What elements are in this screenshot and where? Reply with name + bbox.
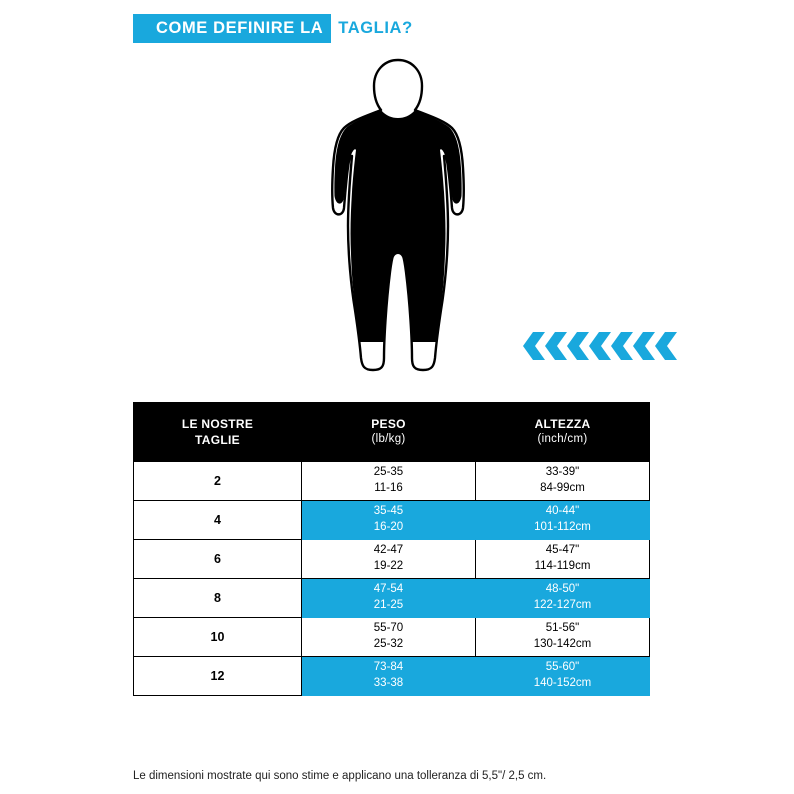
header-sizes-line2: TAGLIE: [195, 433, 240, 447]
header-height: [476, 403, 650, 462]
cell-size: 12: [134, 657, 302, 696]
cell-height-in: 51-56": [545, 622, 580, 635]
cell-weight: [302, 657, 476, 696]
cell-weight: [302, 540, 476, 579]
cell-weight-kg: 19-22: [373, 560, 404, 572]
cell-weight-lb: 55-70: [373, 622, 404, 635]
page-title: [133, 14, 413, 43]
cell-size: 4: [134, 501, 302, 540]
footnote-text: Le dimensioni mostrate qui sono stime e applicano una tolleranza di 5,5"/ 2,5 cm.: [133, 770, 547, 782]
size-chart-table: [133, 402, 650, 696]
cell-height-cm: 130-142cm: [533, 638, 592, 650]
cell-size: 10: [134, 618, 302, 657]
cell-weight: [302, 462, 476, 501]
cell-weight-kg: 11-16: [374, 482, 403, 494]
table-header-row: [134, 403, 650, 462]
header-height-line1: ALTEZZA: [534, 417, 591, 432]
header-weight-line1: PESO: [371, 417, 406, 432]
header-sizes-line1: LE NOSTRE: [181, 416, 254, 431]
cell-weight: [302, 501, 476, 540]
cell-height: [476, 657, 650, 696]
cell-height: [476, 618, 650, 657]
cell-height-in: 48-50": [545, 583, 580, 596]
header-height-units: (inch/cm): [537, 433, 588, 446]
cell-height-cm: 114-119cm: [534, 560, 591, 572]
cell-weight-kg: 25-32: [373, 638, 404, 650]
cell-height: [476, 540, 650, 579]
cell-height: [476, 579, 650, 618]
table-row: [134, 462, 650, 501]
header-sizes: [134, 403, 302, 462]
cell-weight-kg: 33-38: [373, 677, 404, 689]
page-title-highlight: COME DEFINIRE LA: [133, 14, 331, 43]
cell-weight-kg: 16-20: [373, 521, 404, 533]
cell-weight-lb: 42-47: [373, 544, 404, 557]
cell-height-cm: 122-127cm: [533, 599, 592, 611]
table-row: [134, 540, 650, 579]
cell-size: 8: [134, 579, 302, 618]
cell-weight-lb: 25-35: [373, 466, 404, 479]
cell-weight-lb: 35-45: [373, 505, 404, 518]
cell-weight-lb: 73-84: [373, 661, 404, 674]
header-weight-units: (lb/kg): [371, 433, 406, 446]
table-row: [134, 501, 650, 540]
child-body-silhouette-icon: [318, 58, 478, 378]
cell-height-cm: 140-152cm: [533, 677, 592, 689]
page-title-rest: TAGLIA?: [338, 19, 413, 37]
cell-height-in: 40-44": [545, 505, 580, 518]
cell-height-in: 45-47": [545, 544, 580, 557]
cell-height-cm: 84-99cm: [540, 482, 585, 494]
table-row: [134, 657, 650, 696]
cell-height: [476, 501, 650, 540]
header-weight: [302, 403, 476, 462]
cell-height-cm: 101-112cm: [534, 521, 591, 533]
cell-height-in: 33-39": [545, 466, 580, 479]
table-row: [134, 579, 650, 618]
cell-weight: [302, 579, 476, 618]
cell-size: 6: [134, 540, 302, 579]
cell-size: 2: [134, 462, 302, 501]
cell-weight-lb: 47-54: [373, 583, 404, 596]
chevron-left-arrows-icon: [523, 330, 679, 362]
cell-height: [476, 462, 650, 501]
table-row: [134, 618, 650, 657]
cell-weight: [302, 618, 476, 657]
cell-height-in: 55-60": [545, 661, 580, 674]
cell-weight-kg: 21-25: [373, 599, 404, 611]
